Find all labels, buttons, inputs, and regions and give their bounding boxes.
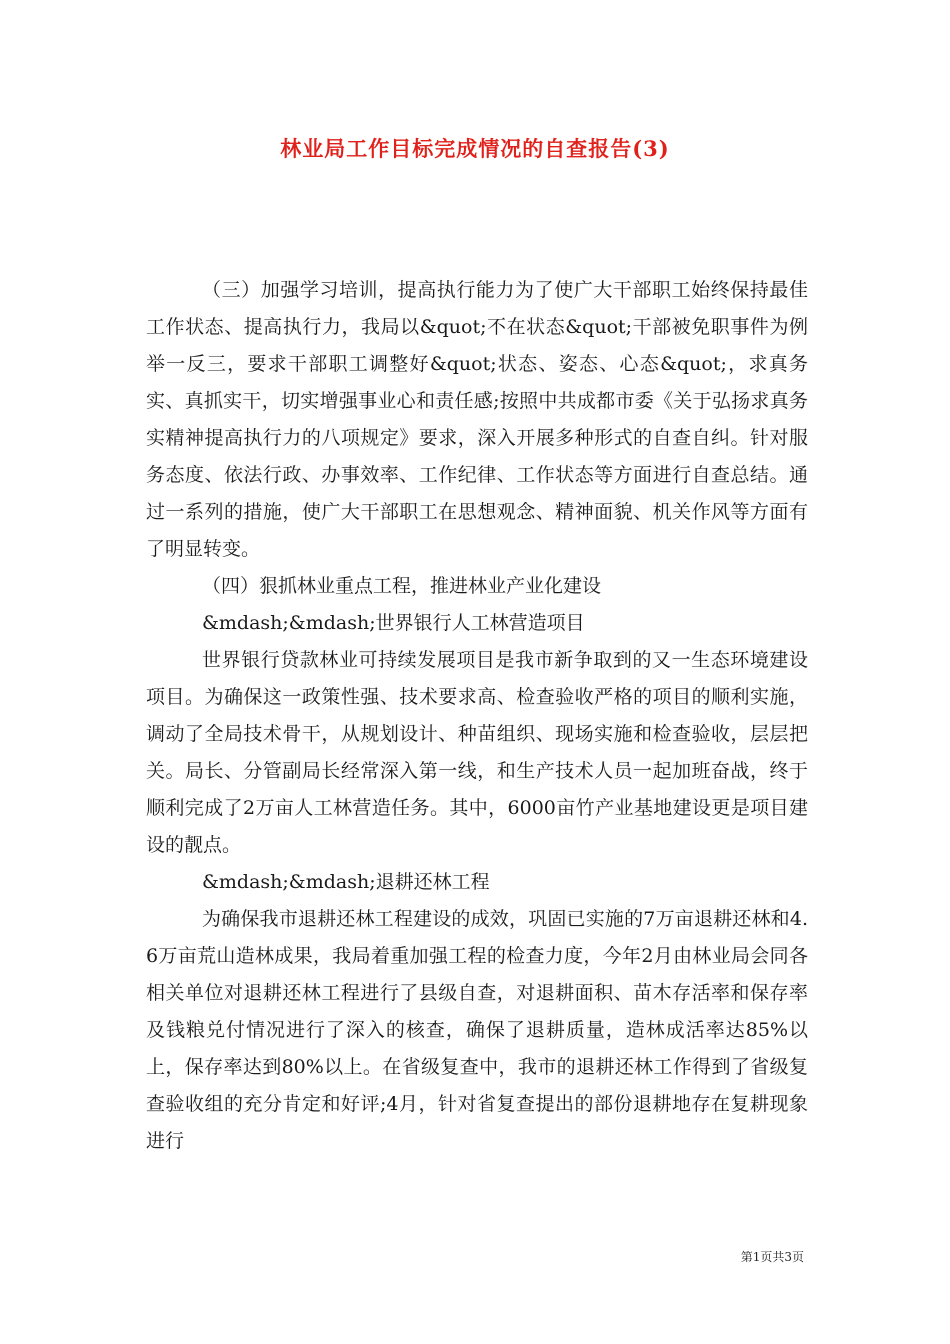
paragraph-grain-heading: &mdash;&mdash;退耕还林工程 — [202, 871, 490, 893]
page-number-footer: 第1页共3页 — [740, 1250, 804, 1264]
paragraph-worldbank-heading: &mdash;&mdash;世界银行人工林营造项目 — [202, 612, 585, 634]
document-body — [146, 272, 808, 1160]
document-title: 林业局工作目标完成情况的自查报告(3) — [280, 136, 670, 161]
paragraph-grain-body: 为确保我市退耕还林工程建设的成效，巩固已实施的7万亩退耕还林和4.6万亩荒山造林成果，我局着重加强工程的检查力度，今年2月由林业局会同各相关单位对退耕还林工程进行了县级自查，对退耕面积、苗木存活率和保存率及钱粮兑付情况进行了深入的核查，确保了退耕质量，造林成活率达85%以上，保存率达到80%以上。在省级复查中，我市的退耕还林工作得到了省级复查验收组的充分肯定和好评;4月，针对省复查提出的部份退耕地存在复耕现象进行 — [146, 908, 808, 1152]
paragraph-training: （三）加强学习培训，提高执行能力为了使广大干部职工始终保持最佳工作状态、提高执行力，我局以&quot;不在状态&quot;干部被免职事件为例举一反三，要求干部职工调整好&quot;状态、姿态、心态&quot;，求真务实、真抓实干，切实增强事业心和责任感;按照中共成都市委《关于弘扬求真务实精神提高执行力的八项规定》要求，深入开展多种形式的自查自纠。针对服务态度、依法行政、办事效率、工作纪律、工作状态等方面进行自查总结。通过一系列的措施，使广大干部职工在思想观念、精神面貌、机关作风等方面有了明显转变。 — [146, 279, 808, 560]
paragraph-worldbank-body: 世界银行贷款林业可持续发展项目是我市新争取到的又一生态环境建设项目。为确保这一政策性强、技术要求高、检查验收严格的项目的顺利实施，调动了全局技术骨干，从规划设计、种苗组织、现场实施和检查验收，层层把关。局长、分管副局长经常深入第一线，和生产技术人员一起加班奋战，终于顺利完成了2万亩人工林营造任务。其中，6000亩竹产业基地建设更是项目建设的靓点。 — [146, 649, 808, 856]
paragraph-section-heading: （四）狠抓林业重点工程，推进林业产业化建设 — [202, 575, 602, 597]
